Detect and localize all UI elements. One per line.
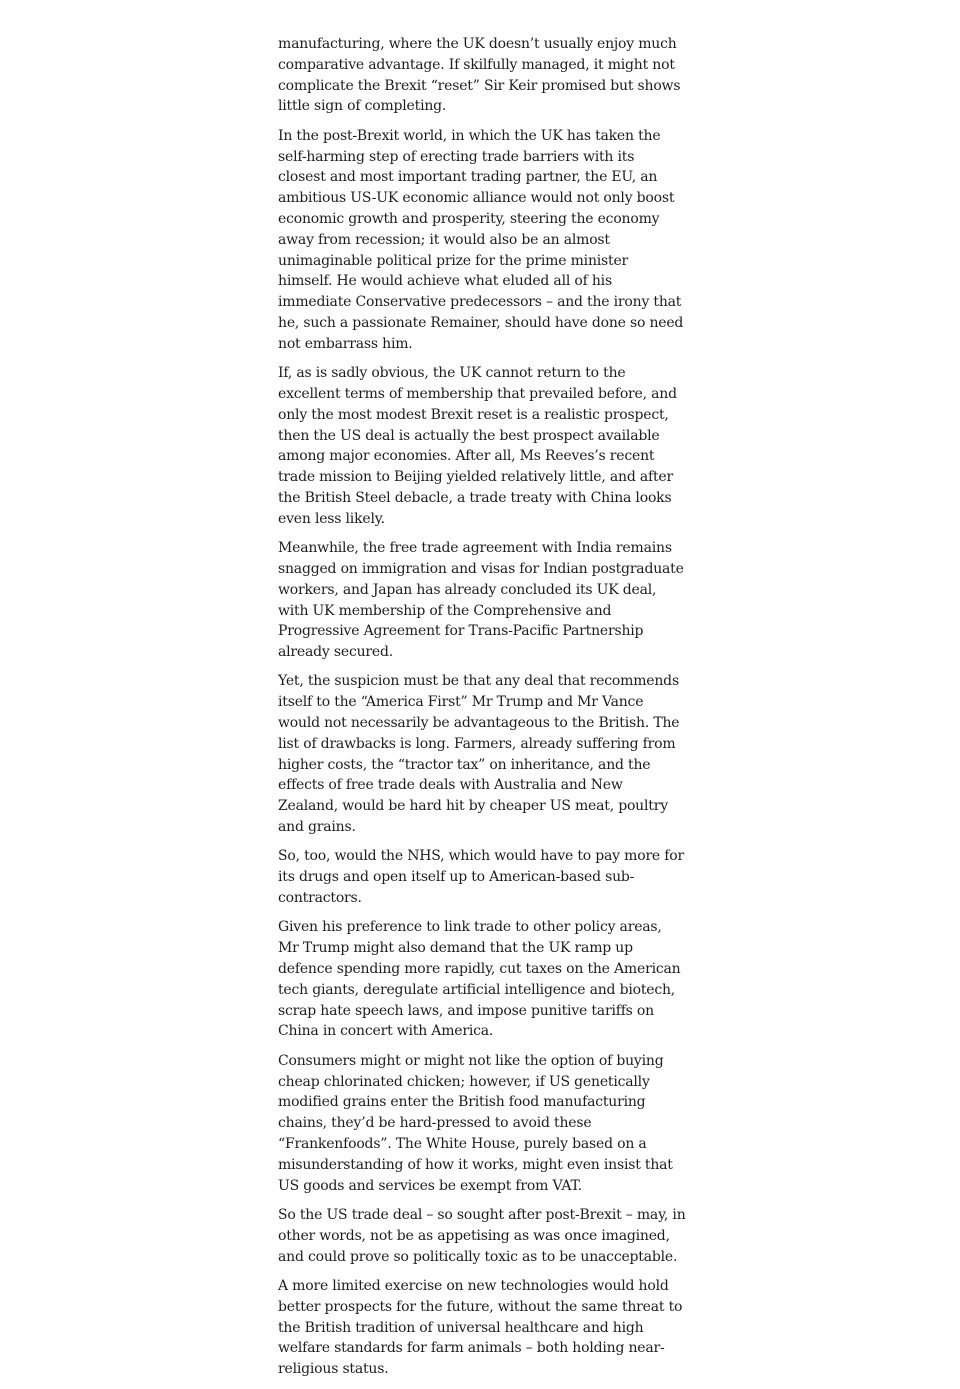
article-paragraph: So the US trade deal – so sought after post-Brexit – may, in other words, not be as appetising as was once imagined, and could prove so politically toxic as to be unacceptable. — [278, 1206, 686, 1265]
article-paragraph: Given his preference to link trade to other policy areas, Mr Trump might also demand that the UK ramp up defence spending more rapidly, cut taxes on the American tech giants, deregulate artificial intelligence and biotech, scrap hate speech laws, and impose punitive tariffs on China in concert with America. — [278, 919, 681, 1040]
article-paragraph: A more limited exercise on new technologies would hold better prospects for the future, without the same threat to the British tradition of universal healthcare and high welfare standards for farm animals – both holding near-religious status. — [278, 1277, 683, 1378]
article-paragraph: Consumers might or might not like the option of buying cheap chlorinated chicken; however, if US genetically modified grains enter the British food manufacturing chains, they’d be hard-pressed to avoid these “Frankenfoods”. The White House, purely based on a misunderstanding of how it works, might even insist that US goods and services be exempt from VAT. — [278, 1052, 673, 1194]
article-body — [278, 34, 686, 1389]
article-paragraph: In the post-Brexit world, in which the UK has taken the self-harming step of erecting trade barriers with its closest and most important trading partner, the EU, an ambitious US-UK economic alliance would not only boost economic growth and prosperity, steering the economy away from recession; it would also be an almost unimaginable political prize for the prime minister himself. He would achieve what eluded all of his immediate Conservative predecessors – and the irony that he, such a passionate Remainer, should have done so need not embarrass him. — [278, 127, 684, 352]
article-paragraph: manufacturing, where the UK doesn’t usually enjoy much comparative advantage. If skilfully managed, it might not complicate the Brexit “reset” Sir Keir promised but shows little sign of completing. — [278, 36, 681, 115]
article-paragraph: Meanwhile, the free trade agreement with India remains snagged on immigration and visas for Indian postgraduate workers, and Japan has already concluded its UK deal, with UK membership of the Comprehensive and Progressive Agreement for Trans-Pacific Partnership already secured. — [278, 540, 684, 661]
article-paragraph: If, as is sadly obvious, the UK cannot return to the excellent terms of membership that prevailed before, and only the most modest Brexit reset is a realistic prospect, then the US deal is actually the best prospect available among major economies. After all, Ms Reeves’s recent trade mission to Beijing yielded relatively little, and after the British Steel debacle, a trade treaty with China looks even less likely. — [278, 365, 677, 527]
article-paragraph: Yet, the suspicion must be that any deal that recommends itself to the “America First” Mr Trump and Mr Vance would not necessarily be advantageous to the British. The list of drawbacks is long. Farmers, already suffering from higher costs, the “tractor tax” on inheritance, and the effects of free trade deals with Australia and New Zealand, would be hard hit by cheaper US meat, poultry and grains. — [278, 673, 680, 836]
article-paragraph: So, too, would the NHS, which would have to pay more for its drugs and open itself up to American-based sub-contractors. — [278, 848, 684, 907]
